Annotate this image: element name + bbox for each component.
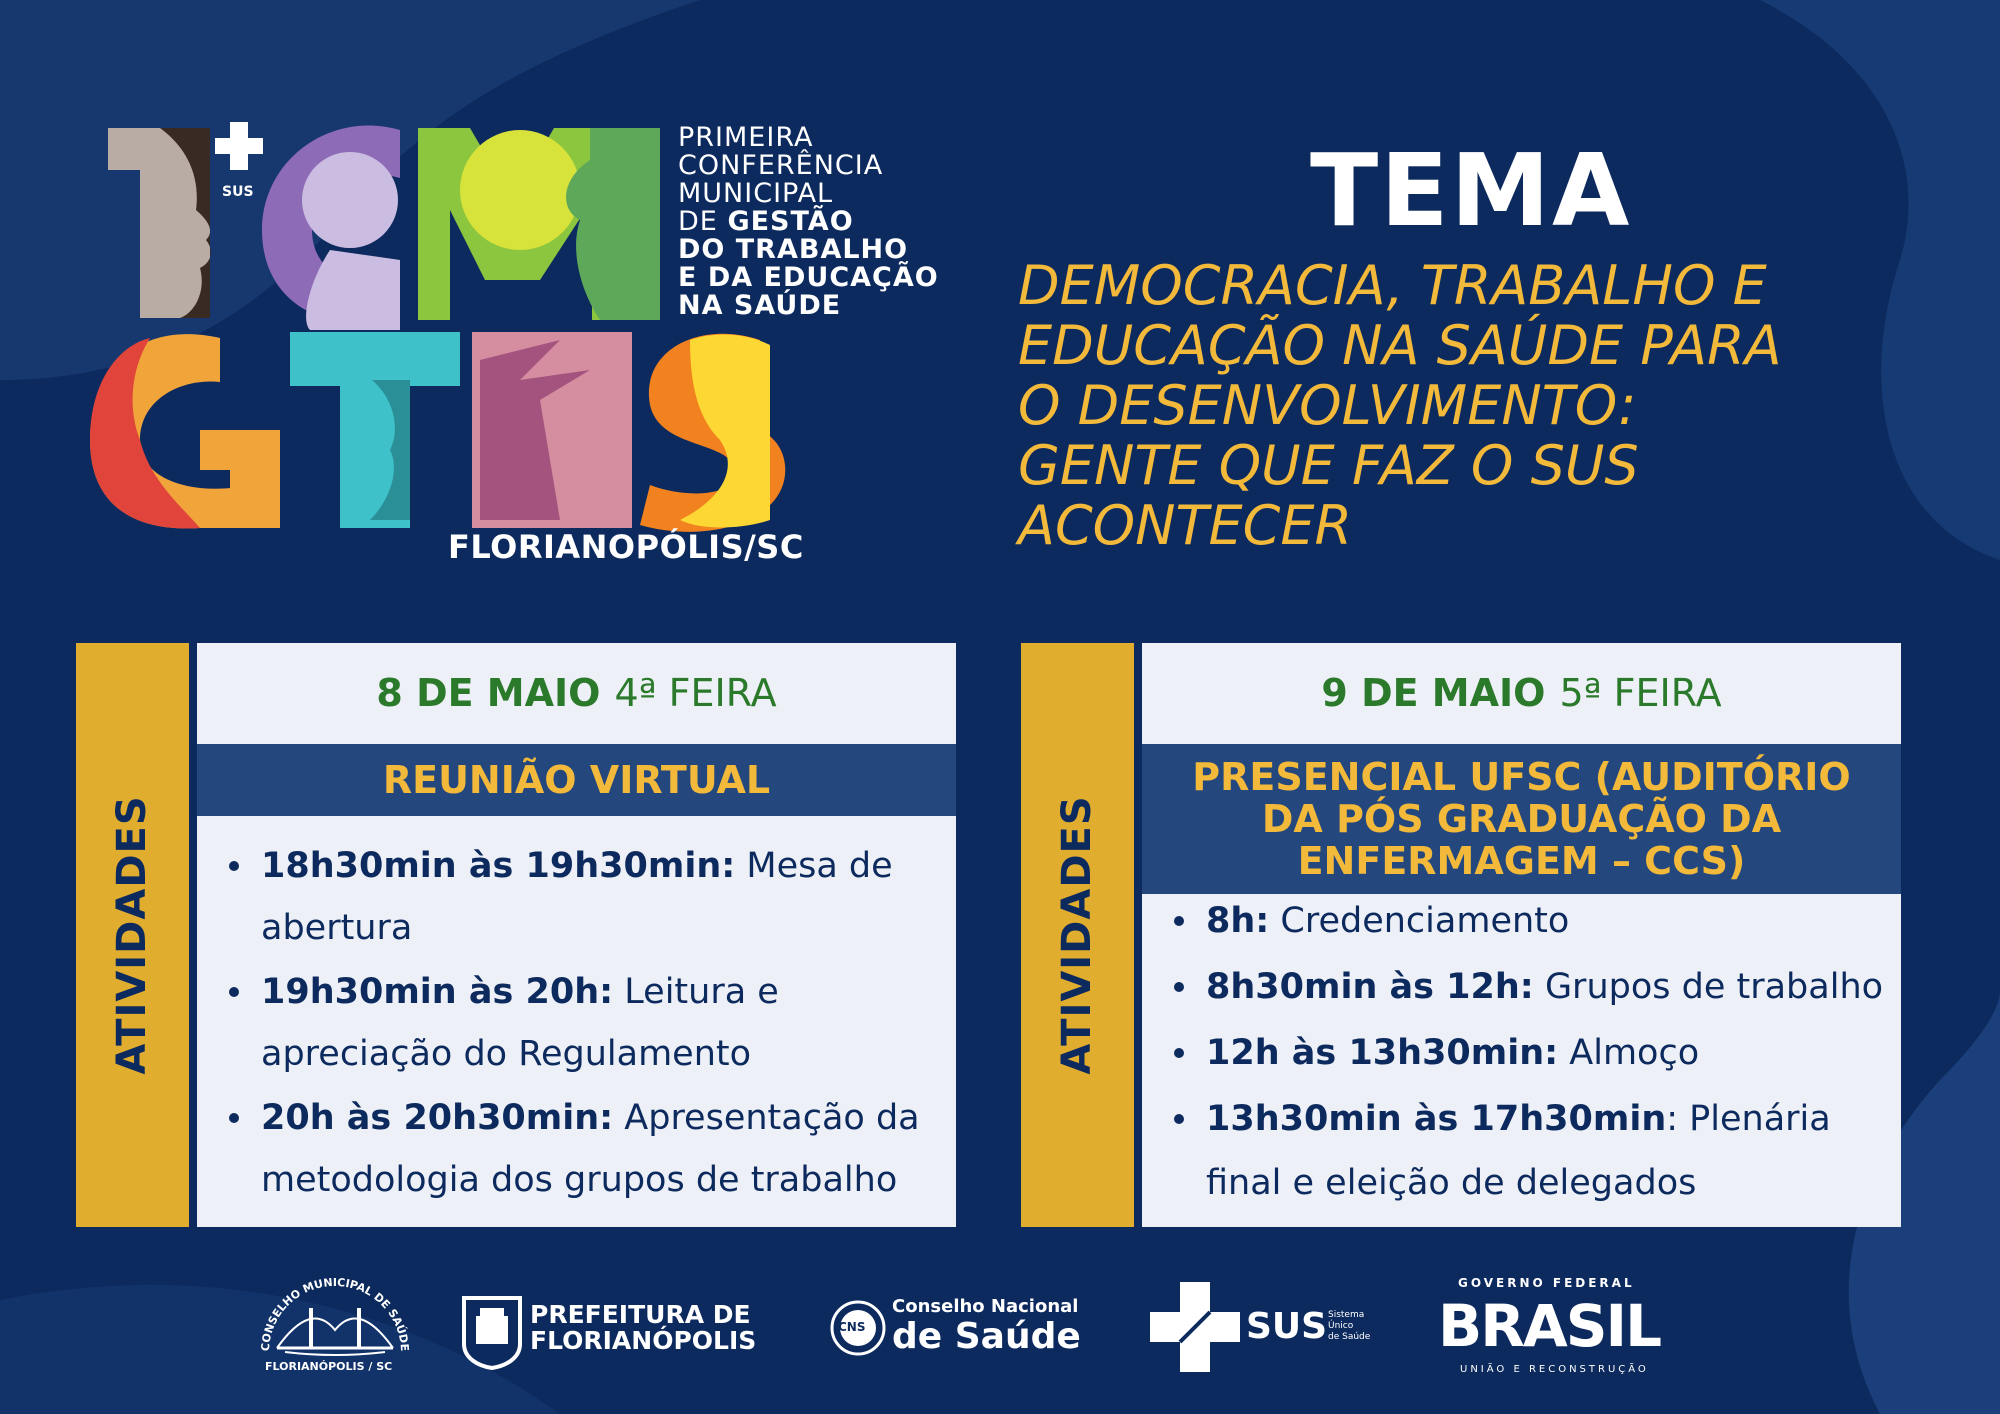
logo-sus-mark: SUS <box>222 184 254 200</box>
day2-side-label: ATIVIDADES <box>1054 795 1100 1075</box>
day1-side-label: ATIVIDADES <box>109 795 155 1075</box>
sus-cross-icon <box>1150 1282 1240 1372</box>
day2-venue: PRESENCIAL UFSC (AUDITÓRIO DA PÓS GRADUAÇÃO DA ENFERMAGEM – CCS) <box>1142 744 1901 894</box>
gov-top-text: GOVERNO FEDERAL <box>1458 1276 1635 1290</box>
sus-small-text: Sistema Único de Saúde <box>1328 1310 1371 1342</box>
day2-weekday: 5ª FEIRA <box>1559 671 1722 715</box>
day2-schedule-list <box>1142 889 1901 1217</box>
list-item: 18h30min às 19h30min: Mesa de abertura <box>197 835 956 959</box>
day2-side-bar <box>1021 643 1134 1227</box>
bullet-icon <box>229 861 239 871</box>
day2-panel <box>1142 643 1901 1227</box>
cms-logo <box>255 1260 415 1390</box>
day1-date-row <box>197 643 956 743</box>
day1-weekday: 4ª FEIRA <box>614 671 777 715</box>
day1-date: 8 DE MAIO <box>376 671 601 715</box>
bullet-icon <box>1174 1048 1184 1058</box>
prefeitura-logo <box>460 1260 760 1390</box>
governo-federal-logo <box>1430 1260 1670 1390</box>
conference-logo <box>0 0 1000 600</box>
coat-of-arms-icon <box>460 1294 524 1370</box>
list-item: 20h às 20h30min: Apresentação da metodologia dos grupos de trabalho <box>197 1087 956 1211</box>
tema-text: DEMOCRACIA, TRABALHO E EDUCAÇÃO NA SAÚDE PARA O DESENVOLVIMENTO: GENTE QUE FAZ O SUS ACONTECER <box>1018 254 1782 557</box>
day1-schedule-list <box>197 835 956 1213</box>
list-item: 12h às 13h30min: Almoço <box>1142 1021 1901 1085</box>
bullet-icon <box>1174 982 1184 992</box>
bullet-icon <box>229 1113 239 1123</box>
logo-city: FLORIANOPÓLIS/SC <box>448 528 804 566</box>
day1-side-bar <box>76 643 189 1227</box>
cns-line2: de Saúde <box>892 1316 1081 1357</box>
cms-bottom-text: FLORIANÓPOLIS / SC <box>265 1360 393 1373</box>
day2-date-row <box>1142 643 1901 743</box>
list-item: 8h30min às 12h: Grupos de trabalho <box>1142 955 1901 1019</box>
list-item: 19h30min às 20h: Leitura e apreciação do Regulamento <box>197 961 956 1085</box>
day1-panel <box>197 643 956 1227</box>
logo-subtitle: PRIMEIRA CONFERÊNCIA MUNICIPAL DE GESTÃO DO TRABALHO E DA EDUCAÇÃO NA SAÚDE <box>678 122 939 321</box>
gov-brasil-word: BRASIL <box>1438 1292 1661 1360</box>
cns-line1: Conselho Nacional <box>892 1296 1079 1317</box>
bullet-icon <box>1174 916 1184 926</box>
sus-cross-icon <box>215 122 263 170</box>
sus-logo <box>1150 1260 1380 1390</box>
bullet-icon <box>229 987 239 997</box>
day1-venue: REUNIÃO VIRTUAL <box>197 744 956 816</box>
sus-mark: SUS <box>1246 1306 1328 1347</box>
prefeitura-line1: PREFEITURA DE <box>530 1300 751 1329</box>
prefeitura-line2: FLORIANÓPOLIS <box>530 1326 757 1355</box>
day2-card <box>1021 643 1901 1227</box>
cns-logo <box>830 1260 1090 1390</box>
cms-arc-text: CONSELHO MUNICIPAL DE SAÚDE <box>258 1275 412 1352</box>
day1-card <box>76 643 956 1227</box>
day2-date: 9 DE MAIO <box>1321 671 1546 715</box>
bullet-icon <box>1174 1114 1184 1124</box>
list-item: 8h: Credenciamento <box>1142 889 1901 953</box>
tema-title: TEMA <box>1310 132 1632 249</box>
cns-badge-text: CNS <box>838 1320 866 1334</box>
list-item: 13h30min às 17h30min: Plenária final e eleição de delegados <box>1142 1087 1901 1215</box>
footer-logos <box>0 1260 2000 1390</box>
gov-bottom-text: UNIÃO E RECONSTRUÇÃO <box>1460 1364 1649 1375</box>
